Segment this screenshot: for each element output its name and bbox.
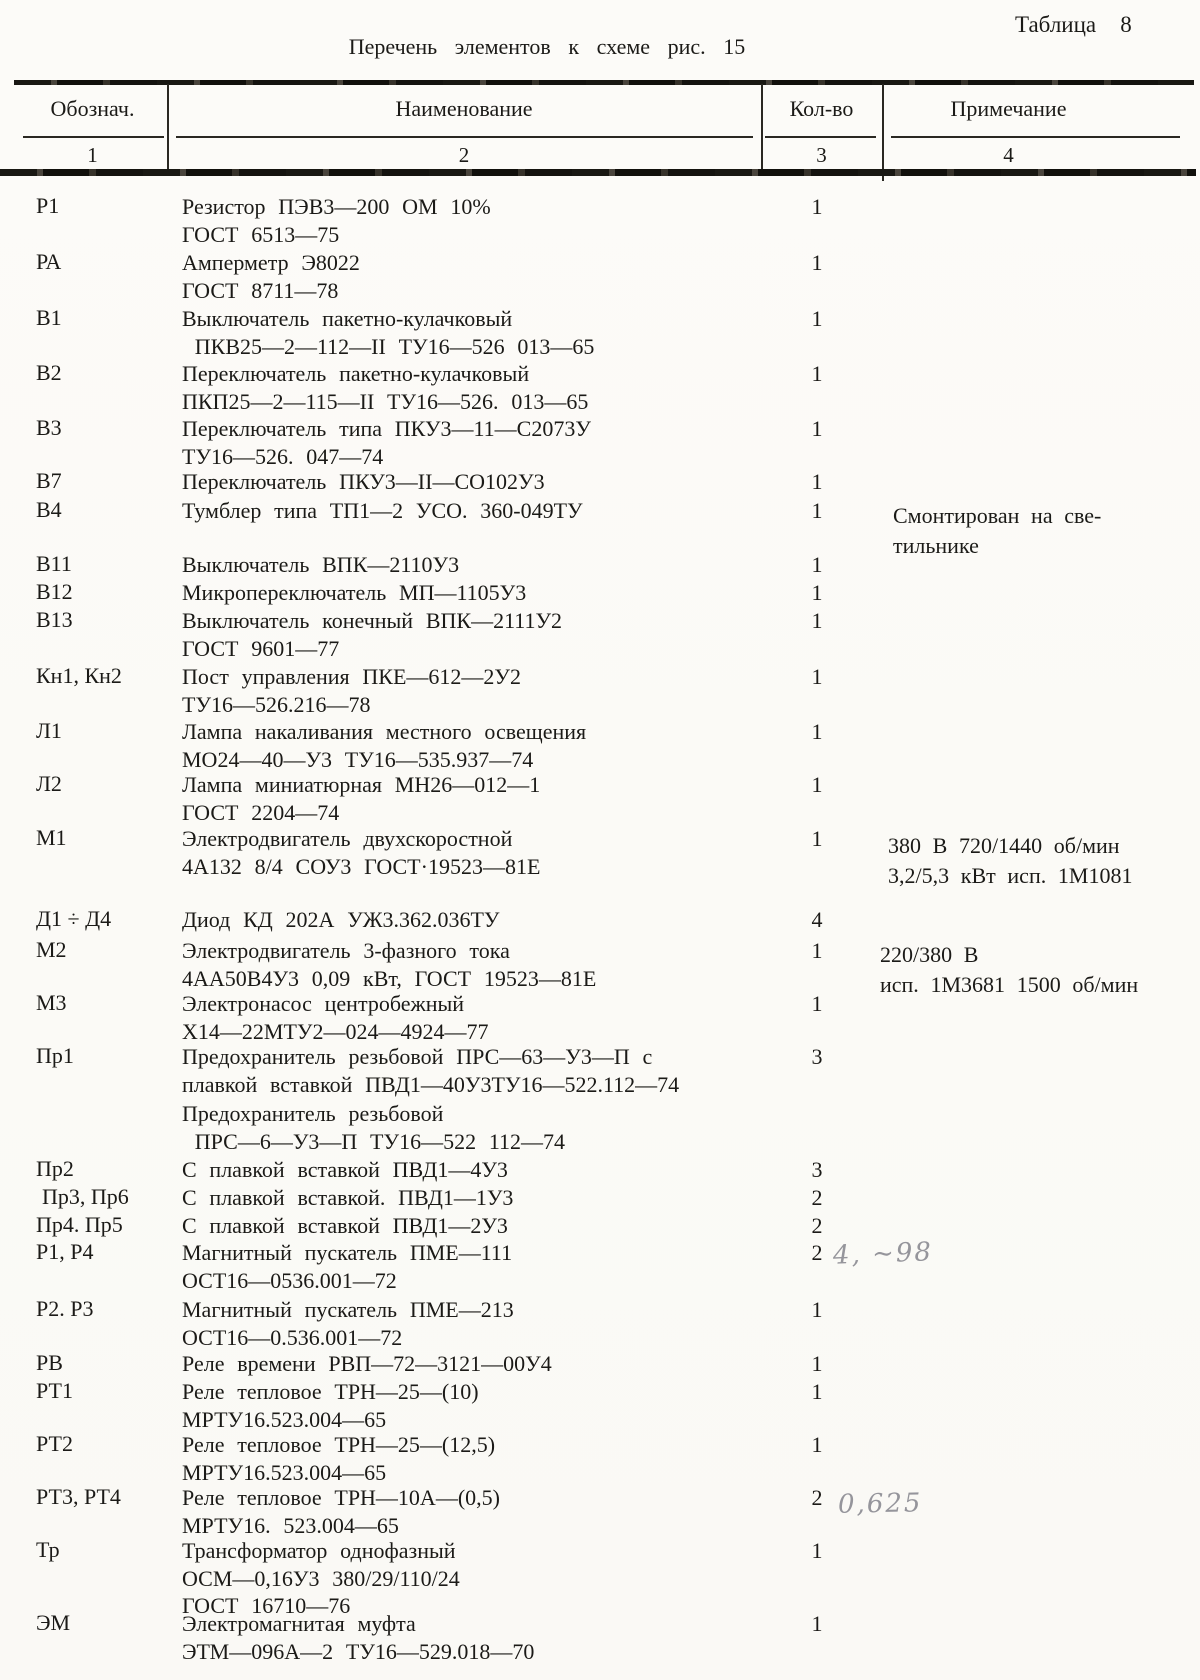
column-number-3: 3 [816, 143, 827, 167]
row-qty: 1 [811, 250, 823, 275]
row-name-line: ГОСТ 2204—74 [182, 799, 340, 825]
row-name-line: С плавкой вставкой. ПВД1—1У3 [182, 1185, 514, 1210]
row-qty: 2 [811, 1185, 823, 1210]
row-qty: 1 [811, 1379, 823, 1404]
row-qty: 1 [811, 826, 823, 851]
row-name-line: Тумблер типа ТП1—2 УСО. 360-049ТУ [182, 498, 583, 523]
column-header-name: Наименование [395, 96, 533, 121]
row-name-line: ГОСТ 6513—75 [182, 221, 340, 247]
row-qty: 1 [811, 498, 823, 523]
row-name-line: Амперметр Э8022 [182, 250, 360, 275]
row-name-line: плавкой вставкой ПВД1—40У3ТУ16—522.112—74 [182, 1071, 680, 1097]
row-name-line: ОСМ—0,16У3 380/29/110/24 [182, 1565, 460, 1591]
row-designation: М2 [36, 937, 67, 962]
row-designation: В4 [36, 497, 62, 522]
header-underline-1 [23, 136, 164, 138]
row-qty: 1 [811, 552, 823, 577]
row-designation: Р1 [36, 193, 60, 218]
row-designation: РА [36, 249, 62, 274]
row-name-line: Реле тепловое ТРН—25—(12,5) [182, 1432, 496, 1457]
row-qty: 1 [811, 361, 823, 386]
row-qty: 2 [811, 1240, 823, 1265]
row-note-line: 3,2/5,3 кВт исп. 1М1081 [888, 863, 1133, 888]
row-name-line: Х14—22МТУ2—024—4924—77 [182, 1018, 489, 1044]
row-name-line: Магнитный пускатель ПМЕ—111 [182, 1240, 513, 1265]
row-designation: В13 [36, 607, 73, 632]
row-designation: Пр2 [36, 1156, 74, 1181]
row-name-line: Переключатель ПКУ3—II—СО102У3 [182, 469, 545, 494]
row-name-line: 4А132 8/4 СОУ3 ГОСТ·19523—81Е [182, 853, 541, 879]
row-name-line: 4АА50В4У3 0,09 кВт, ГОСТ 19523—81Е [182, 965, 597, 991]
row-name-line: Диод КД 202А УЖ3.362.036ТУ [182, 907, 500, 932]
row-name-line: Микропереключатель МП—1105У3 [182, 580, 527, 605]
row-name-line: Предохранитель резьбовой [182, 1101, 444, 1126]
row-designation: В7 [36, 468, 62, 493]
column-number-2: 2 [458, 143, 470, 167]
row-qty: 1 [811, 1432, 823, 1457]
row-name-line: Предохранитель резьбовой ПРС—63—У3—П с [182, 1044, 653, 1069]
row-name-line: ОСТ16—0.536.001—72 [182, 1324, 403, 1350]
row-qty: 1 [811, 719, 823, 744]
row-designation: В12 [36, 579, 73, 604]
column-header-note: Примечание [950, 96, 1067, 121]
row-name-line: МО24—40—У3 ТУ16—535.937—74 [182, 746, 534, 772]
row-note-line: исп. 1М3681 1500 об/мин [880, 972, 1139, 997]
row-designation: В2 [36, 360, 62, 385]
row-name-line: ТУ16—526. 047—74 [182, 443, 384, 469]
row-designation: РВ [36, 1350, 63, 1375]
row-qty: 1 [811, 1611, 823, 1636]
row-name-line: ОСТ16—0536.001—72 [182, 1267, 397, 1293]
column-header-designation: Обознач. [50, 96, 135, 121]
handwritten-note: 4, ~98 [832, 1237, 934, 1271]
row-designation: Пр4. Пр5 [36, 1212, 123, 1237]
row-name-line: Электродвигатель двухскоростной [182, 826, 513, 851]
row-name-line: ПКП25—2—115—II ТУ16—526. 013—65 [182, 388, 589, 414]
row-qty: 3 [811, 1044, 823, 1069]
row-name-line: Резистор ПЭВ3—200 ОМ 10% [182, 194, 491, 219]
row-name-line: ТУ16—526.216—78 [182, 691, 371, 717]
column-header-qty: Кол-во [789, 96, 854, 121]
row-name-line: Реле тепловое ТРН—10А—(0,5) [182, 1485, 500, 1510]
row-qty: 4 [811, 907, 823, 932]
header-underline-3 [765, 136, 876, 138]
row-note-line: 380 В 720/1440 об/мин [888, 833, 1120, 858]
row-designation: М1 [36, 825, 67, 850]
header-bottom-border [0, 169, 1196, 176]
row-qty: 1 [811, 938, 823, 963]
row-note-line: 220/380 В [880, 942, 979, 967]
row-qty: 1 [811, 608, 823, 633]
header-underline-2 [176, 136, 753, 138]
row-designation: В11 [36, 551, 72, 576]
row-qty: 1 [811, 664, 823, 689]
row-designation: Р1, Р4 [36, 1239, 94, 1264]
row-qty: 1 [811, 416, 823, 441]
table-number-label: Таблица 8 [1015, 12, 1132, 37]
row-name-line: Трансформатор однофазный [182, 1538, 456, 1563]
row-name-line: Переключатель пакетно-кулачковый [182, 361, 530, 386]
row-designation: Пр1 [36, 1043, 74, 1068]
row-qty: 3 [811, 1157, 823, 1182]
header-underline-4 [891, 136, 1180, 138]
row-name-line: ЭТМ—096А—2 ТУ16—529.018—70 [182, 1638, 535, 1664]
row-name-line: Реле времени РВП—72—3121—00У4 [182, 1351, 552, 1376]
row-qty: 1 [811, 194, 823, 219]
row-note-line: тильнике [893, 533, 979, 558]
row-designation: Л2 [36, 771, 62, 796]
row-name-line: ПРС—6—У3—П ТУ16—522 112—74 [182, 1128, 566, 1154]
row-qty: 1 [811, 1538, 823, 1563]
row-name-line: Электромагнитая муфта [182, 1611, 416, 1636]
row-qty: 2 [811, 1485, 823, 1510]
row-designation: М3 [36, 990, 67, 1015]
row-name-line: МРТУ16.523.004—65 [182, 1459, 387, 1485]
row-name-line: Магнитный пускатель ПМЕ—213 [182, 1297, 514, 1322]
row-designation: Д1 ÷ Д4 [36, 906, 112, 931]
row-name-line: С плавкой вставкой ПВД1—4У3 [182, 1157, 508, 1182]
row-name-line: Электронасос центробежный [182, 991, 465, 1016]
row-name-line: Переключатель типа ПКУ3—11—С2073У [182, 416, 591, 441]
row-name-line: ГОСТ 16710—76 [182, 1593, 351, 1618]
row-qty: 1 [811, 1351, 823, 1376]
column-number-4: 4 [1003, 143, 1014, 167]
row-name-line: Выключатель конечный ВПК—2111У2 [182, 608, 563, 633]
row-name-line: Лампа накаливания местного освещения [182, 719, 587, 744]
row-designation: Р2. Р3 [36, 1296, 94, 1321]
row-designation: В1 [36, 305, 62, 330]
row-name-line: Выключатель пакетно-кулачковый [182, 306, 513, 331]
row-qty: 1 [811, 772, 823, 797]
row-designation: Л1 [36, 718, 62, 743]
row-qty: 1 [811, 306, 823, 331]
row-name-line: Лампа миниатюрная МН26—012—1 [182, 772, 541, 797]
row-qty: 1 [811, 991, 823, 1016]
row-designation: РТ3, РТ4 [36, 1484, 121, 1509]
row-name-line: Выключатель ВПК—2110У3 [182, 552, 460, 577]
column-number-1: 1 [87, 143, 98, 167]
page-title: Перечень элементов к схеме рис. 15 [348, 34, 746, 59]
row-qty: 1 [811, 469, 823, 494]
row-name-line: ПКВ25—2—112—II ТУ16—526 013—65 [182, 333, 595, 359]
row-name-line: МРТУ16. 523.004—65 [182, 1512, 399, 1538]
row-qty: 1 [811, 580, 823, 605]
row-designation: Пр3, Пр6 [42, 1184, 129, 1209]
row-designation: В3 [36, 415, 62, 440]
row-name-line: МРТУ16.523.004—65 [182, 1406, 387, 1432]
row-note-line: Смонтирован на све- [893, 503, 1102, 528]
row-designation: РТ2 [36, 1431, 73, 1456]
row-qty: 1 [811, 1297, 823, 1322]
row-name-line: Электродвигатель 3-фазного тока [182, 938, 510, 963]
row-designation: ЭМ [36, 1610, 71, 1635]
row-designation: Кн1, Кн2 [36, 663, 122, 688]
row-name-line: ГОСТ 8711—78 [182, 277, 339, 303]
row-name-line: С плавкой вставкой ПВД1—2У3 [182, 1213, 508, 1238]
row-designation: РТ1 [36, 1378, 73, 1403]
row-name-line: Реле тепловое ТРН—25—(10) [182, 1379, 479, 1404]
handwritten-note: 0,625 [837, 1488, 923, 1520]
row-name-line: ГОСТ 9601—77 [182, 635, 340, 661]
row-name-line: Пост управления ПКЕ—612—2У2 [182, 664, 521, 689]
row-designation: Тр [36, 1537, 60, 1562]
table-top-border [14, 80, 1194, 85]
row-qty: 2 [811, 1213, 823, 1238]
